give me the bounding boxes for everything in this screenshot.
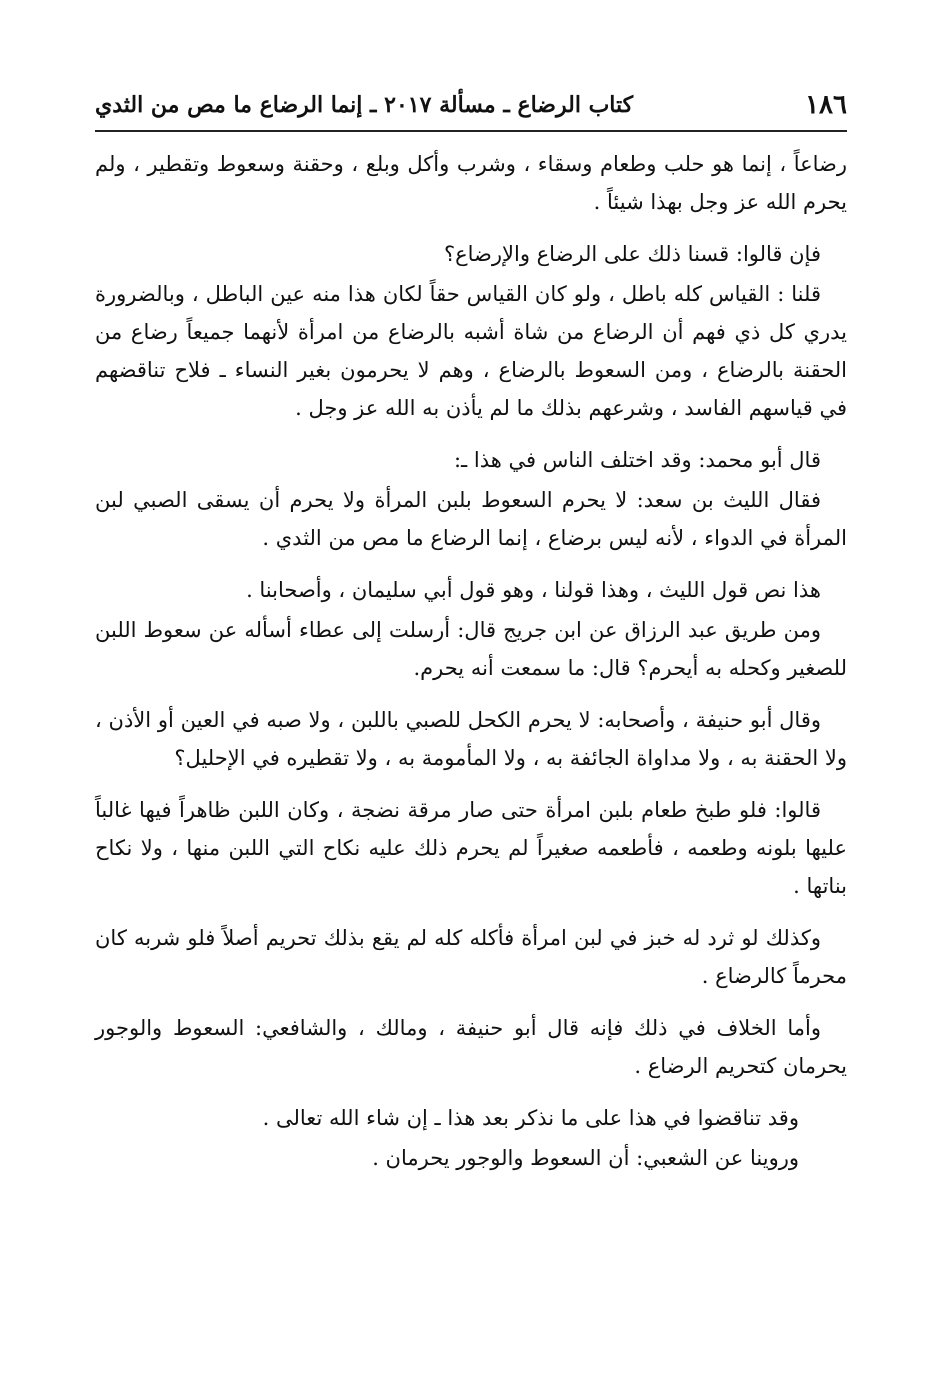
- paragraph-11: وأما الخلاف في ذلك فإنه قال أبو حنيفة ، ومالك ، والشافعي: السعوط والوجور يحرمان كتحريم الرضاع .: [95, 1016, 847, 1078]
- paragraph-9: قالوا: فلو طبخ طعام بلبن امرأة حتى صار مرقة نضجة ، وكان اللبن ظاهراً فيها غالباً عليها بلونه وطعمه ، فأطعمه صغيراً لم يحرم ذلك عليه نكاح التي اللبن منها ، ولا نكاح بناتها .: [95, 798, 847, 898]
- paragraph-3: قلنا : القياس كله باطل ، ولو كان القياس حقاً لكان هذا منه عين الباطل ، وبالضرورة يدري كل ذي فهم أن الرضاع من شاة أشبه بالرضاع من امرأة لأنهما جميعاً رضاع من الحقنة بالرضاع ، ومن السعوط بالرضاع ، وهم لا يحرمون بغير النساء ـ فلاح تناقضهم في قياسهم الفاسد ، وشرعهم بذلك ما لم يأذن به الله عز وجل .: [95, 282, 847, 420]
- paragraph-12: وقد تناقضوا في هذا على ما نذكر بعد هذا ـ إن شاء الله تعالى .: [262, 1106, 799, 1130]
- paragraph-8: وقال أبو حنيفة ، وأصحابه: لا يحرم الكحل للصبي باللبن ، ولا صبه في العين أو الأذن ، ولا الحقنة به ، ولا مداواة الجائفة به ، ولا المأمومة به ، ولا تقطيره في الإحليل؟: [95, 708, 847, 770]
- paragraph-4: قال أبو محمد: وقد اختلف الناس في هذا ـ:: [453, 448, 821, 472]
- page-number: ١٨٦: [805, 90, 847, 120]
- page-body: [95, 145, 847, 1179]
- paragraph-7: ومن طريق عبد الرزاق عن ابن جريج قال: أرسلت إلى عطاء أسأله عن سعوط اللبن للصغير وكحله به أيحرم؟ قال: ما سمعت أنه يحرم.: [95, 618, 847, 680]
- header-title: كتاب الرضاع ـ مسألة ٢٠١٧ ـ إنما الرضاع ما مص من الثدي: [95, 92, 634, 118]
- paragraph-10: وكذلك لو ثرد له خبز في لبن امرأة فأكله كله لم يقع بذلك تحريم أصلاً فلو شربه كان محرماً كالرضاع .: [95, 926, 847, 988]
- paragraph-13: وروينا عن الشعبي: أن السعوط والوجور يحرمان .: [372, 1146, 799, 1170]
- paragraph-2: فإن قالوا: قسنا ذلك على الرضاع والإرضاع؟: [443, 242, 821, 266]
- running-header: [95, 80, 847, 132]
- paragraph-6: هذا نص قول الليث ، وهذا قولنا ، وهو قول أبي سليمان ، وأصحابنا .: [246, 578, 821, 602]
- paragraph-1: رضاعاً ، إنما هو حلب وطعام وسقاء ، وشرب وأكل وبلع ، وحقنة وسعوط وتقطير ، ولم يحرم الله عز وجل بهذا شيئاً .: [95, 152, 847, 214]
- paragraph-5: فقال الليث بن سعد: لا يحرم السعوط بلبن المرأة ولا يحرم أن يسقى الصبي لبن المرأة في الدواء ، لأنه ليس برضاع ، إنما الرضاع ما مص من الثدي .: [95, 488, 847, 550]
